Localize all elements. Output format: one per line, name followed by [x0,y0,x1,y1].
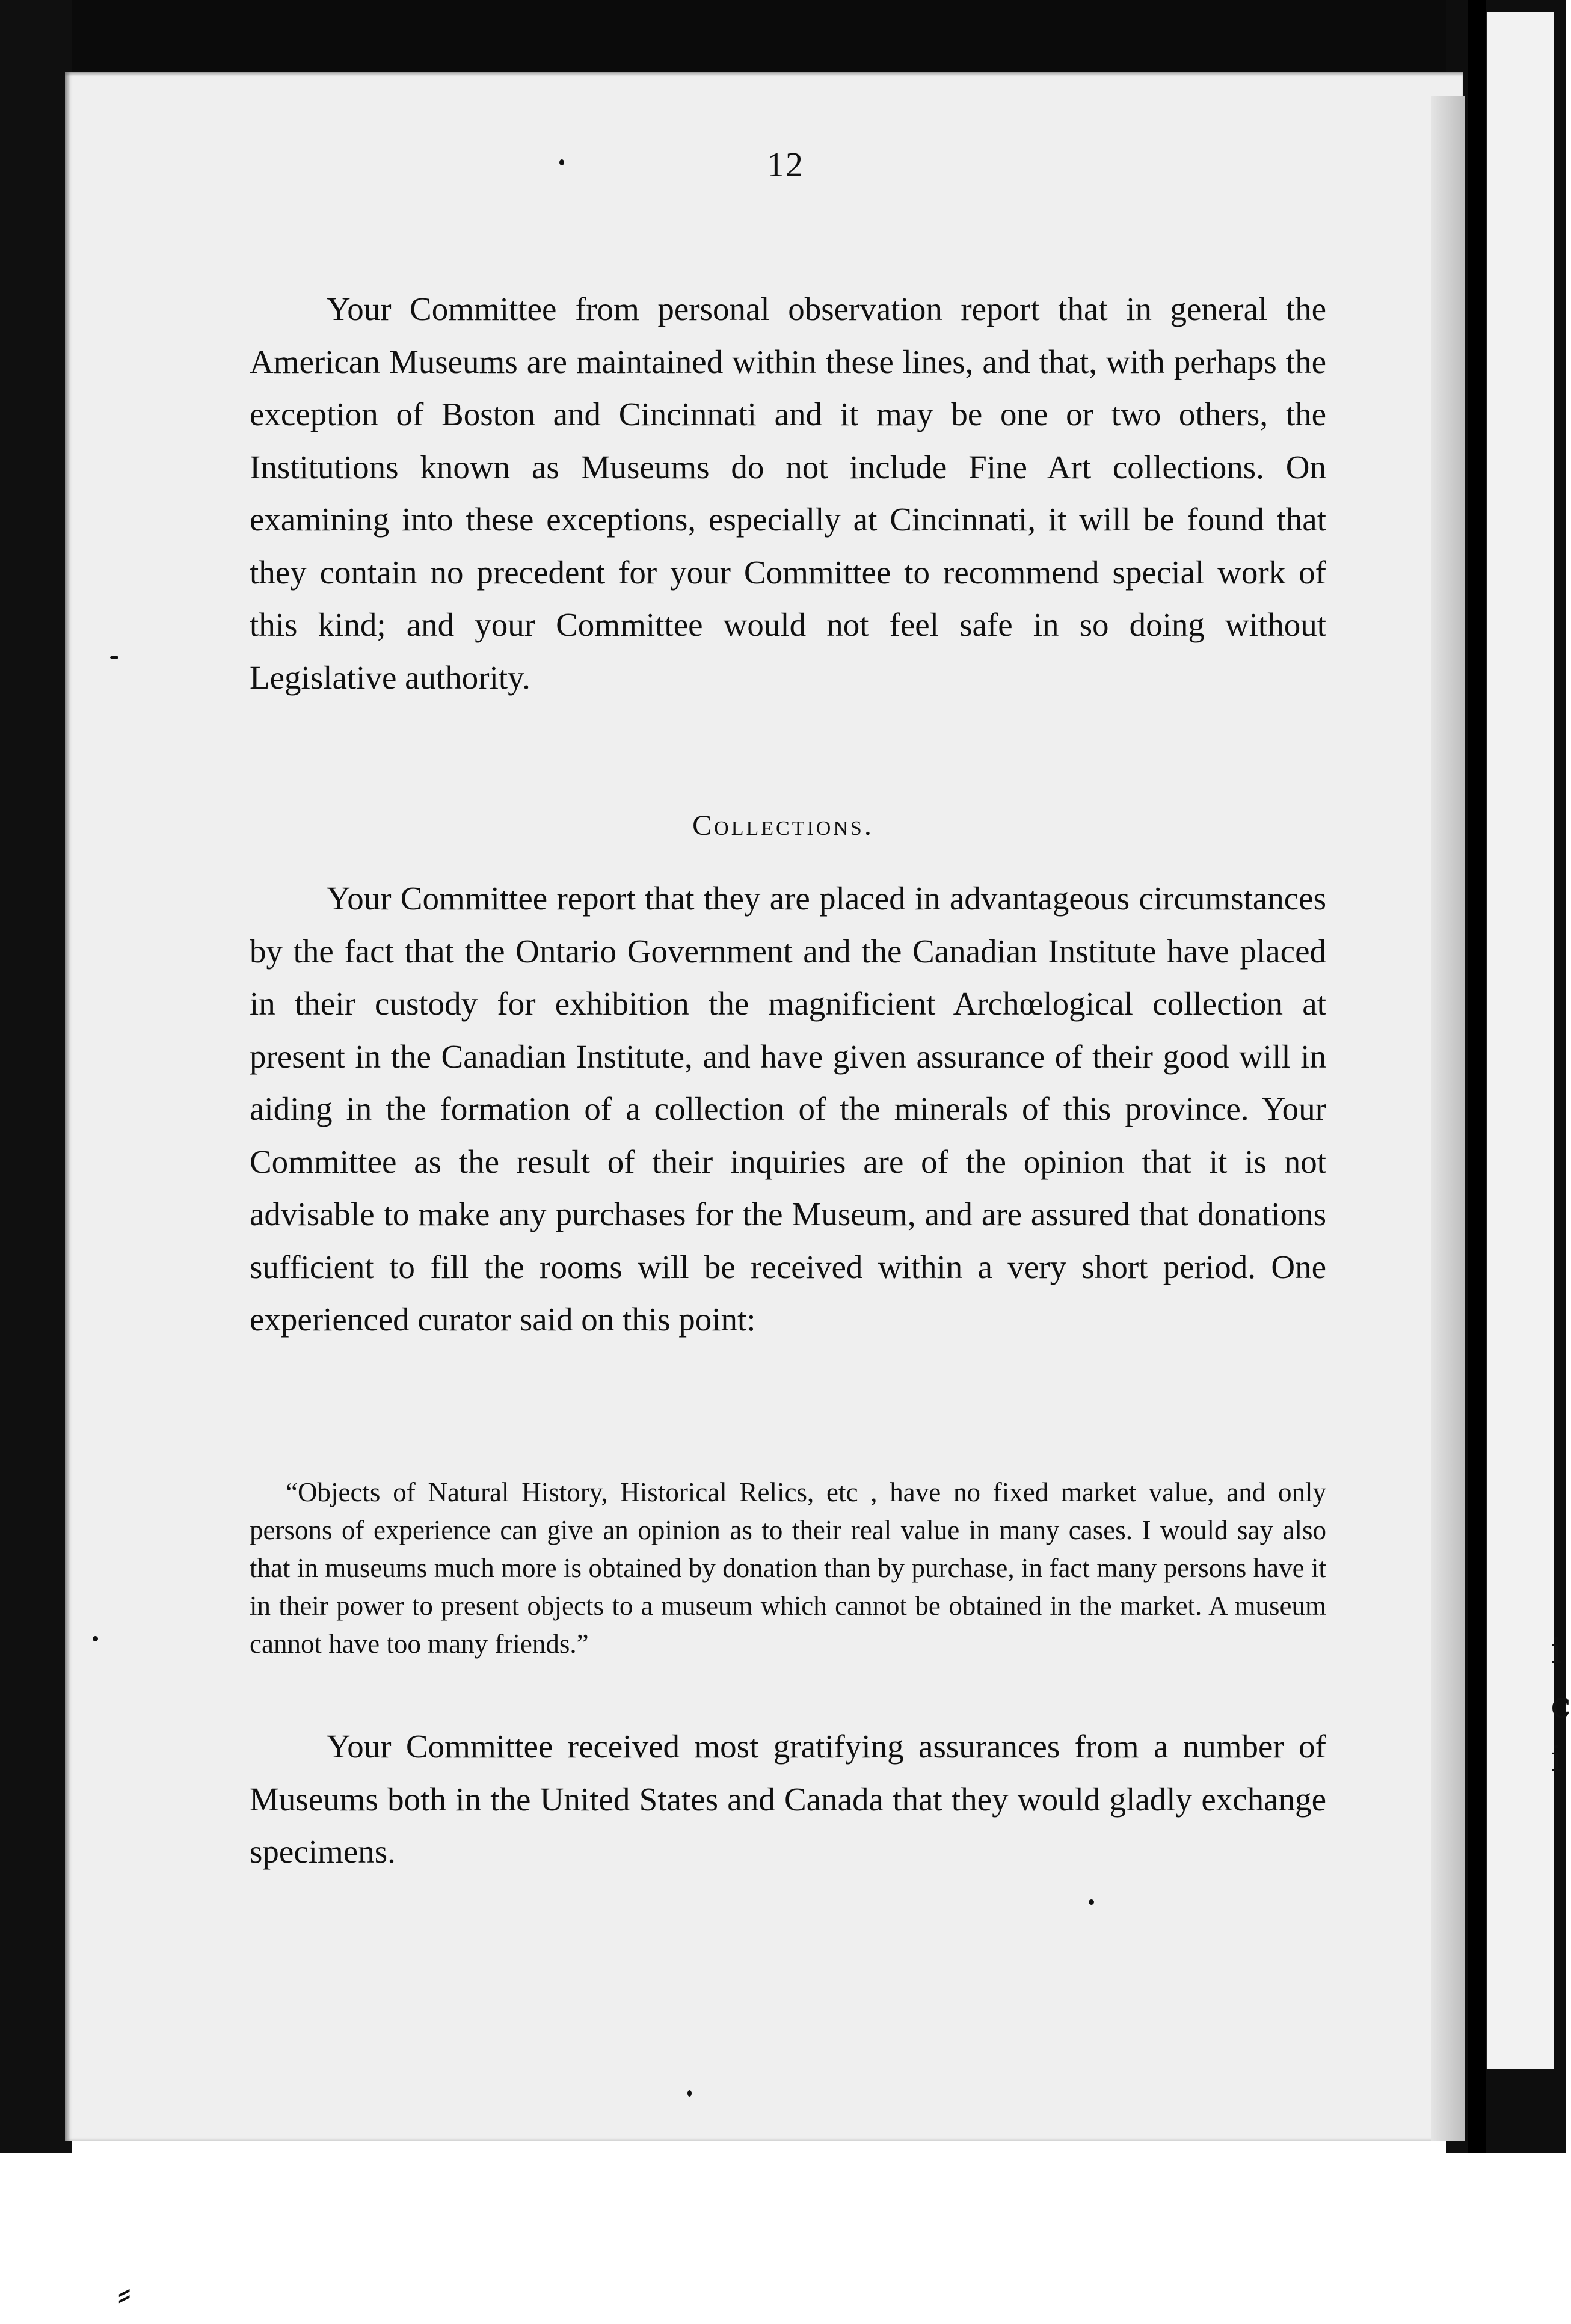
page-number: 12 [767,145,804,184]
facing-page-edge [1486,12,1554,2069]
curator-quote: “Objects of Natural History, Historical Relics, etc , have no fixed market value, and only persons of experience can give an opinion as to their real value in many cases. I would say also that in museums much more is obtained by donation than by purchase, in fact many persons have it in their power to present objects to a museum which cannot be obtained in the market. A museum cannot have too many friends.” [250,1477,1326,1659]
page-gutter [1468,0,1486,2153]
paragraph-3-text: Your Committee received most gratifying assurances from a number of Museums both in the United States and Canada that they would gladly exchange specimens. [250,1728,1326,1870]
facing-page-marks: i c i [1551,1630,1571,1780]
scan-border-bottom [0,2153,1566,2324]
ink-speck [687,2090,692,2097]
page-edge-shadow [1431,96,1465,2141]
ink-speck [110,656,118,659]
paragraph-1-text: Your Committee from personal observation report that in general the American Museums are maintained within these lines, and that, with perhaps the exception of Boston and Cincinnati and it may be one or two others, the Institutions known as Museums do not include Fine Art collections. On examining into these exceptions, especially at Cincinnati, it will be found that they contain no precedent for your Committee to recommend special work of this kind; and your Committee would not feel safe in so doing without Legislative authority. [250,290,1326,696]
ink-speck [559,159,564,165]
ink-speck [93,1636,98,1641]
scan-border-left [0,0,72,2153]
ink-speck [1089,1899,1094,1905]
section-heading-collections: Collections. [692,810,874,841]
paragraph-2-text: Your Committee report that they are placed in advantageous circumstances by the fact that the Ontario Government and the Canadian Institute have placed in their custody for exhibition the magnificient Archœlogical collection at present in the Canadian Institute, and have given assurance of their good will in aiding in the formation of a collection of the minerals of this province. Your Committee as the result of their inquiries are of the opinion that it is not advisable to make any purchases for the Museum, and are assured that donations sufficient to fill the rooms will be received within a very short period. One experienced curator said on this point: [250,880,1326,1338]
scan-border-top [0,0,1566,84]
paragraph-collections [250,872,1326,1346]
margin-scrawl: ⸗ [117,2267,132,2317]
paragraph-museums [250,283,1326,704]
paragraph-exchange [250,1720,1326,1878]
